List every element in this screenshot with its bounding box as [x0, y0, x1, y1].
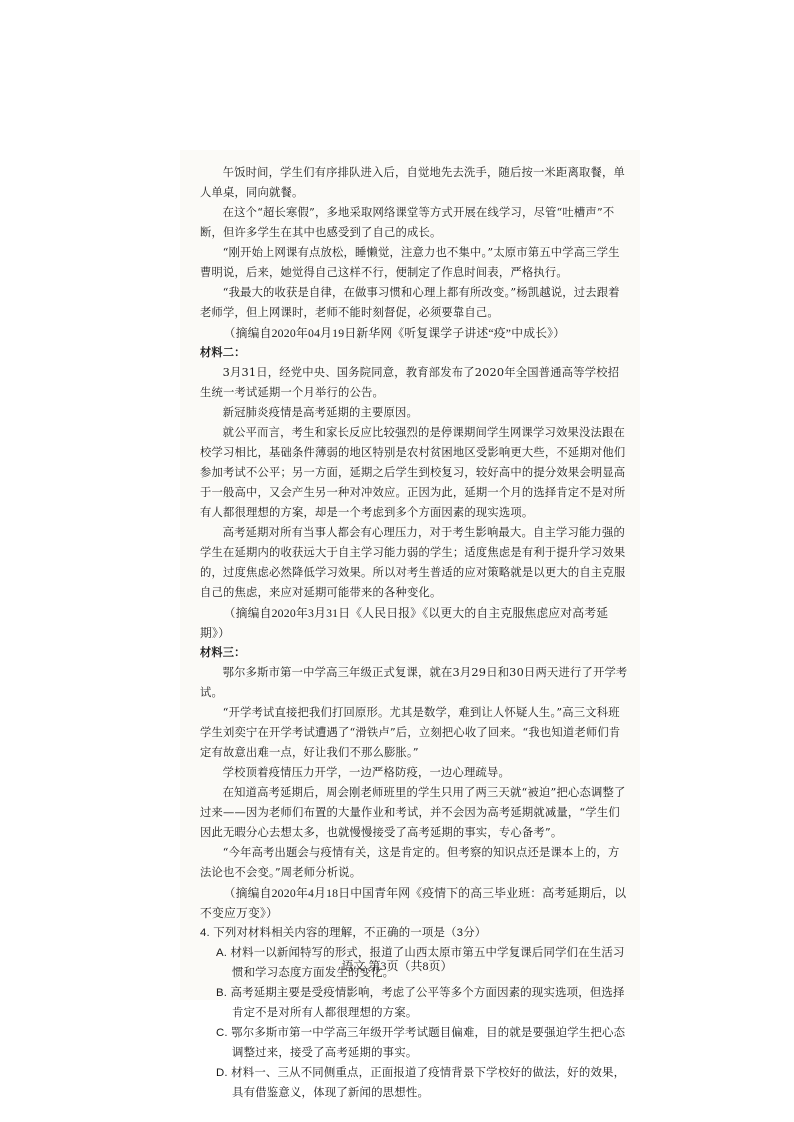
paragraph: 午饭时间，学生们有序排队进入后，自觉地先去洗手，随后按一米距离取餐，单人单桌，同向就餐。 [200, 166, 625, 199]
paragraph: 在这个“超长寒假”，多地采取网络课堂等方式开展在线学习，尽管“吐槽声”不断，但许多学生在其中也感受到了自己的成长。 [200, 206, 615, 239]
paragraph: “今年高考出题会与疫情有关，这是肯定的。但考察的知识点还是课本上的，方法论也不会变。”周老师分析说。 [200, 846, 620, 879]
paragraph: 在知道高考延期后，周会刚老师班里的学生只用了两三天就“被迫”把心态调整了过来——因为老师们布置的大量作业和考试，并不会因为高考延期就减量，“学生们因此无暇分心去想太多，也就慢慢接受了高考延期的事实，专心备考”。 [200, 786, 626, 839]
paragraph: 学校顶着疫情压力开学，一边严格防疫，一边心理疏导。 [222, 766, 511, 779]
paragraph: “开学考试直接把我们打回原形。尤其是数学，难到让人怀疑人生。”高三文科班学生刘奕宁在开学考试遭遇了“滑铁卢”后，立刻把心收了回来。“我也知道老师们肯定有故意出难一点，好让我们不那么膨胀。” [200, 706, 621, 759]
option-b: B. 高考延期主要是受疫情影响，考虑了公平等多个方面因素的现实选项，但选择肯定不是对所有人都很理想的方案。 [216, 987, 625, 1019]
source-citation: （摘编自2020年04月19日新华网《听复课学子讲述“疫”中成长》） [223, 326, 566, 340]
paragraph: 鄂尔多斯市第一中学高三年级正式复课，就在3月29日和30日两天进行了开学考试。 [200, 666, 628, 699]
option-c: C. 鄂尔多斯市第一中学高三年级开学考试题目偏难，目的就是要强迫学生把心态调整过来，接受了高考延期的事实。 [216, 1027, 626, 1059]
paragraph: 就公平而言，考生和家长反应比较强烈的是停课期间学生网课学习效果没法跟在校学习相比，基础条件薄弱的地区特别是农村贫困地区受影响更大些，不延期对他们参加考试不公平；另一方面，延期之后学生到校复习，较好高中的提分效果会明显高于一般高中，又会产生另一种对冲效应。正因为此，延期一个月的选择肯定不是对所有人都很理想的方案，却是一个考虑到多个方面因素的现实选项。 [200, 426, 626, 519]
source-citation: （摘编自2020年4月18日中国青年网《疫情下的高三毕业班：高考延期后，以不变应万变》） [200, 886, 627, 920]
source-citation: （摘编自2020年3月31日《人民日报》《以更大的自主克服焦虑应对高考延期》） [200, 606, 609, 640]
page-footer: 语文 第3页（共8页） [341, 959, 453, 973]
paragraph: 3月31日，经党中央、国务院同意，教育部发布了2020年全国普通高等学校招生统一考试延期一个月举行的公告。 [200, 366, 620, 399]
question-stem: 4. 下列对材料相关内容的理解，不正确的一项是（3分） [200, 927, 487, 939]
paragraph: “我最大的收获是自律，在做事习惯和心理上都有所改变。”杨凯越说，过去跟着老师学，但上网课时，老师不能时刻督促，必须要靠自己。 [200, 286, 620, 319]
material-heading: 材料二： [200, 346, 246, 359]
material-heading: 材料三： [200, 646, 246, 659]
paragraph: 新冠肺炎疫情是高考延期的主要原因。 [222, 406, 419, 419]
paragraph: “刚开始上网课有点放松，睡懒觉，注意力也不集中。”太原市第五中学高三学生曹明说，后来，她觉得自己这样不行，便制定了作息时间表，严格执行。 [200, 246, 620, 279]
option-a: A. 材料一以新闻特写的形式，报道了山西太原市第五中学复课后同学们在生活习惯和学习态度方面发生的变化。 [216, 947, 625, 979]
paragraph: 高考延期对所有当事人都会有心理压力，对于考生影响最大。自主学习能力强的学生在延期内的收获远大于自主学习能力弱的学生；适度焦虑是有利于提升学习效果的，过度焦虑必然降低学习效果。所以对考生普适的应对策略就是以更大的自主克服自己的焦虑，来应对延期可能带来的各种变化。 [200, 526, 626, 599]
option-d: D. 材料一、三从不同侧重点，正面报道了疫情背景下学校好的做法，好的效果，具有借鉴意义，体现了新闻的思想性。 [216, 1067, 626, 1099]
